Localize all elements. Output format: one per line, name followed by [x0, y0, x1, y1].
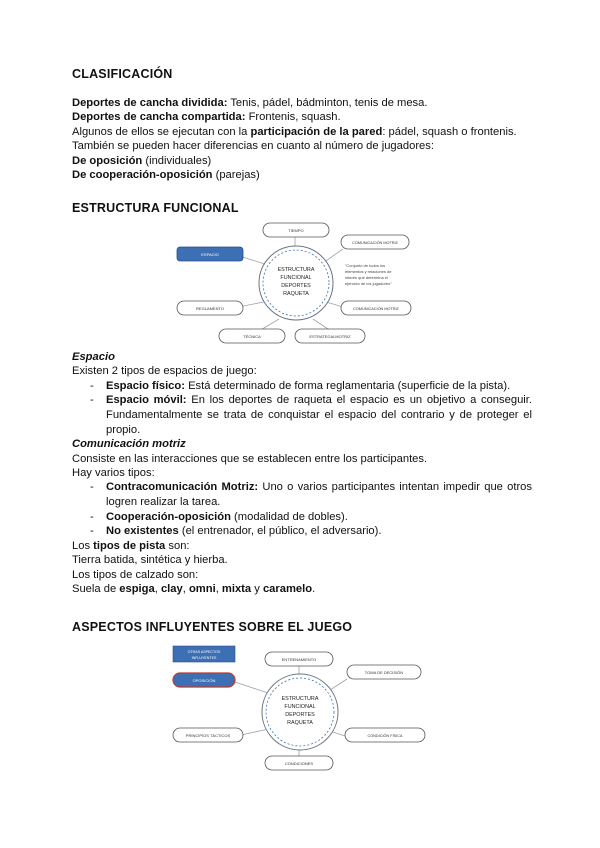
bold-text: participación de la pared [250, 125, 383, 138]
dash-bullet: - [90, 394, 94, 407]
bold-text: No existentes [106, 525, 179, 538]
node-label: ESPACIO [201, 252, 219, 257]
text: En los deportes de raqueta el espacio es un objetivo a conseguir. Fundamentalmente se trata de conquistar el espacio del contrario y de proteger el propio. [106, 394, 532, 436]
section-clasificacion [72, 66, 517, 182]
bold-text: De cooperación-oposición [72, 169, 213, 182]
text: (parejas) [212, 169, 260, 182]
text: son: [165, 539, 190, 552]
dash-bullet: - [90, 525, 94, 538]
text: Está determinado de forma reglamentaria (superficie de la pista). [184, 379, 511, 392]
bold-text: espiga [119, 583, 155, 595]
bold-text: Deportes de cancha compartida: [72, 111, 246, 124]
text: Uno o varios participantes intentan impedir que otros logren realizar la tarea. [106, 481, 532, 508]
text: . [312, 583, 316, 595]
bold-text: tipos de pista [93, 539, 166, 552]
bold-text: omni [188, 583, 216, 595]
legend-label: INFLUYENTES [191, 656, 217, 660]
legend-label: OTRAS ASPECTOS [187, 650, 221, 654]
node-label: COMUNICACIÓN MOTRIZ [353, 307, 399, 311]
list-item [72, 393, 532, 437]
list-item [72, 510, 532, 525]
list-item [72, 524, 532, 539]
list-item [72, 379, 532, 394]
heading-clasificacion: CLASIFICACIÓN [72, 67, 173, 81]
text: Los [72, 539, 94, 552]
node-label: TIEMPO [288, 228, 304, 233]
center-label: FUNCIONAL [280, 275, 312, 281]
paragraph-line: También se pueden hacer diferencias en cuanto al número de jugadores: [72, 140, 434, 153]
center-label: DEPORTES [281, 283, 311, 289]
bold-text: clay [160, 583, 183, 595]
list-item [72, 480, 532, 509]
text: , [182, 583, 189, 595]
dash-bullet: - [90, 379, 94, 392]
text: Tenis, pádel, bádminton, tenis de mesa. [227, 97, 428, 109]
paragraph-line: Consiste en las interacciones que se establecen entre los participantes. [72, 452, 428, 465]
bold-text: Contracomunicación Motriz: [106, 481, 259, 494]
center-label: DEPORTES [285, 712, 315, 718]
diagram-aspectos-influyentes [169, 644, 439, 782]
text: Suela de [72, 583, 120, 595]
diagram-estructura-funcional [175, 221, 415, 349]
text: (modalidad de dobles). [230, 510, 348, 523]
center-label: FUNCIONAL [284, 704, 316, 710]
quote-note: elementos y relaciones de [345, 269, 392, 274]
text: Frontenis, squash. [245, 111, 341, 124]
node-label: ENTRENAMIENTO [281, 657, 317, 662]
subheading-comunicacion-motriz: Comunicación motriz [72, 438, 186, 451]
paragraph-line: Hay varios tipos: [72, 467, 155, 479]
node-label: PRINCIPIOS TÁCTICOS [185, 733, 231, 738]
center-label: RAQUETA [283, 291, 309, 297]
center-label: RAQUETA [287, 720, 313, 726]
center-label: ESTRUCTURA [281, 696, 319, 702]
text: y [251, 583, 263, 595]
paragraph-line [72, 168, 517, 182]
subheading-espacio: Espacio [72, 351, 115, 363]
center-label: ESTRUCTURA [277, 267, 315, 273]
bold-text: Deportes de cancha dividida: [72, 97, 228, 109]
paragraph-line [72, 110, 517, 124]
section-estructura [72, 200, 532, 595]
paragraph-line [72, 96, 517, 110]
node-label: TÉCNICA [243, 334, 261, 339]
paragraph-line [72, 154, 517, 168]
espacio-block [72, 350, 532, 596]
bold-text: Espacio móvil: [106, 394, 187, 407]
text: (el entrenador, el público, el adversario). [178, 525, 382, 538]
node-label: TOMA DE DECISIÓN [364, 670, 404, 675]
heading-estructura-funcional: ESTRUCTURA FUNCIONAL [72, 201, 239, 215]
bold-text: Cooperación-oposición [106, 510, 231, 523]
bold-text: De oposición [72, 154, 143, 167]
text: : pádel, squash o frontenis. [382, 125, 517, 138]
quote-note: interés que determina el [345, 275, 388, 280]
bold-text: caramelo [262, 583, 313, 595]
section-aspectos [72, 619, 404, 766]
text: Algunos de ellos se ejecutan con la [72, 125, 251, 138]
paragraph-line: Los tipos de calzado son: [72, 568, 199, 581]
dash-bullet: - [90, 481, 94, 494]
node-label: OPOSICIÓN [192, 678, 216, 683]
quote-note: "Conjunto de todos los [345, 263, 386, 268]
node-label: COMUNICACIÓN MOTRIZ [352, 241, 398, 245]
paragraph-line: Existen 2 tipos de espacios de juego: [72, 365, 257, 378]
bold-text: mixta [221, 583, 252, 595]
node-label: ESTRATEGIA MOTRIZ [309, 334, 351, 339]
node-label: CONDICIÓN FÍSICA [367, 734, 403, 738]
text: , [154, 583, 161, 595]
heading-aspectos-influyentes: ASPECTOS INFLUYENTES SOBRE EL JUEGO [72, 620, 353, 634]
text: (individuales) [142, 154, 212, 167]
quote-note: ejercicio de los jugadores" [345, 281, 392, 286]
text: , [215, 583, 222, 595]
paragraph-line [72, 125, 517, 139]
paragraph-line: Tierra batida, sintética y hierba. [72, 554, 228, 567]
dash-bullet: - [90, 510, 94, 523]
paragraph-line [72, 582, 532, 596]
bold-text: Espacio físico: [106, 379, 185, 392]
node-label: REGLAMENTO [196, 306, 224, 311]
paragraph-line [72, 539, 532, 553]
node-label: CONDICIONES [284, 761, 314, 766]
